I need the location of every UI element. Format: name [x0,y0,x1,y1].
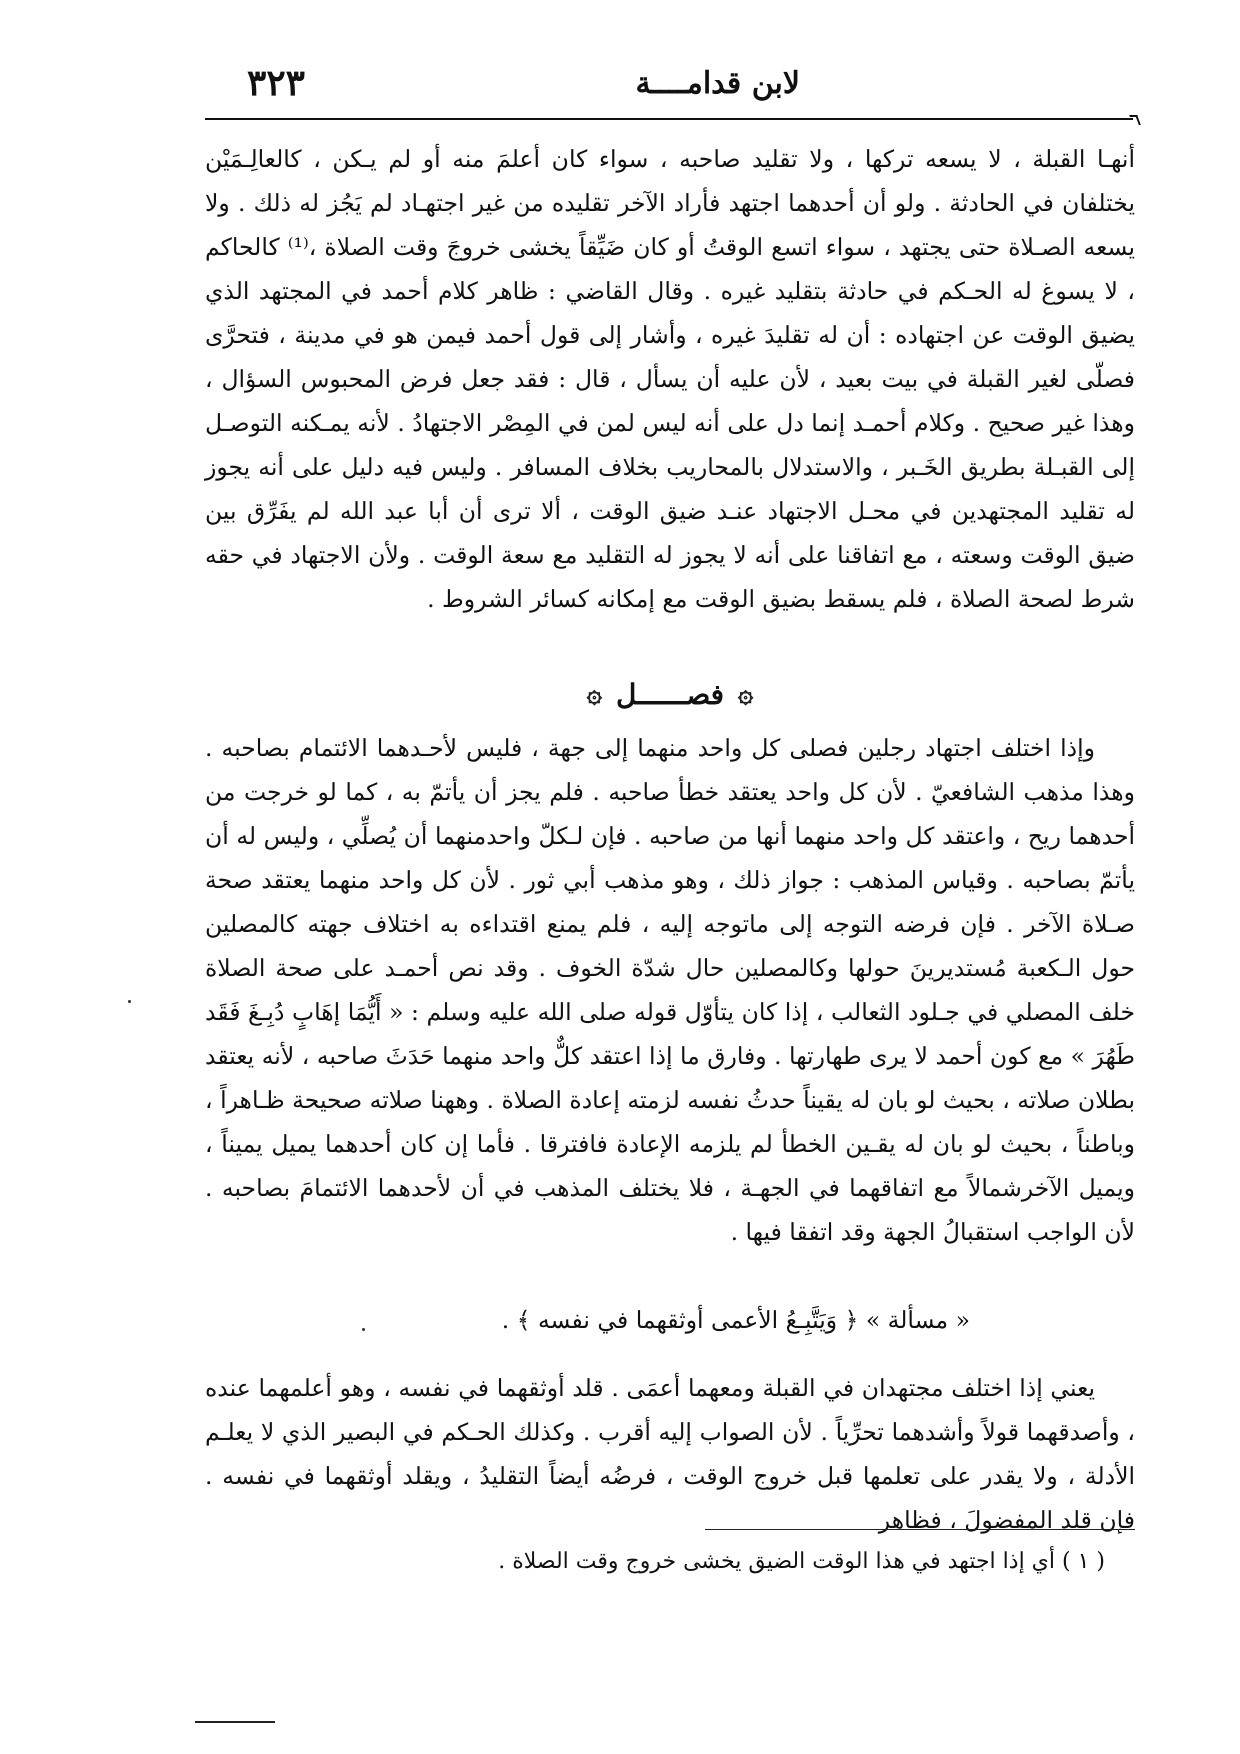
footnote: ( ١ ) أي إذا اجتهد في هذا الوقت الضيق يخشى خروج وقت الصلاة . [498,1549,1105,1574]
paragraph-block-3 [205,1366,1135,1542]
paragraph: يعني إذا اختلف مجتهدان في القبلة ومعهما أعمَى . قلد أوثقهما في نفسه ، وهو أعلمهما عنده ، وأصدقهما قولاً وأشدهما تحرِّياً . لأن الصواب إليه أقرب . وكذلك الحـكم في البصير الذي لا يعلـم الأدلة ، ولا يقدر على تعلمها قبل خروج الوقت ، فرضُه أيضاً التقليدُ ، ويقلد أوثقهما في نفسه . فإن قلد المفضولَ ، فظاهر [205,1374,1135,1534]
running-title: لابن قدامــــة [635,66,800,101]
issue-heading: « مسألة » ﴿ وَيَتَّبِـعُ الأعمى أوثقهما في نفسه ﴾ . [501,1306,970,1334]
ornament-icon: ۞ [586,679,602,709]
page-number: ٣٢٣ [247,62,306,104]
paragraph: وإذا اختلف اجتهاد رجلين فصلى كل واحد منهما إلى جهة ، فليس لأحـدهما الائتمام بصاحبه . وهذا مذهب الشافعيّ . لأن كل واحد يعتقد خطأ صاحبه . فلم يجز أن يأتمّ به ، كما لو خرجت من أحدهما ريح ، واعتقد كل واحد منهما أنها من صاحبه . فإن لـكلّ واحدمنهما أن يُصلِّي ، وليس له أن يأتمّ بصاحبه . وقياس المذهب : جواز ذلك ، وهو مذهب أبي ثور . لأن كل واحد منهما يعتقد صحة صـلاة الآخر . فإن فرضه التوجه إلى ماتوجه إليه ، فلم يمنع اقتداءه به اختلاف جهته كالمصلين حول الـكعبة مُستديرينَ حولها وكالمصلين حال شدّة الخوف . وقد نص أحمـد على صحة الصلاة خلف المصلي في جـلود الثعالب ، إذا كان يتأوّل قوله صلى الله عليه وسلم : « أَيُّمَا إهَابٍ دُبِـغَ فَقَد طَهُرَ » مع كون أحمد لا يرى طهارتها . وفارق ما إذا اعتقد كلٌّ واحد منهما حَدَثَ صاحبه ، لأنه يعتقد بطلان صلاته ، بحيث لو بان له يقيناً حدثُ نفسه لزمته إعادة الصلاة . وههنا صلاته صحيحة ظـاهراً ، وباطناً ، بحيث لو بان له يقـين الخطأ لم يلزمه الإعادة فافترقا . فأما إن كان أحدهما يميل يميناً ، ويميل الآخرشمالاً مع اتفاقهما في الجهـة ، فلا يختلف المذهب في أن لأحدهما الائتمامَ بصاحبه . لأن الواجب استقبالُ الجهة وقد اتفقا فيها . [205,734,1135,1246]
paragraph: أنهـا القبلة ، لا يسعه تركها ، ولا تقليد صاحبه ، سواء كان أعلمَ منه أو لم يـكن ، كالعالِـمَيْن يختلفان في الحادثة . ولو أن أحدهما اجتهد فأراد الآخر تقليده من غير اجتهـاد لم يَجُز له ذلك . ولا يسعه الصـلاة حتى يجتهد ، سواء اتسع الوقتُ أو كان ضَيِّقاً يخشى خروجَ وقت الصلاة ،⁽¹⁾ كالحاكم ، لا يسوغ له الحـكم في حادثة بتقليد غيره . وقال القاضي : ظاهر كلام أحمد في المجتهد الذي يضيق الوقت عن اجتهاده : أن له تقليدَ غيره ، وأشار إلى قول أحمد فيمن هو في مدينة ، فتحرَّى فصلّى لغير القبلة في بيت بعيد ، لأن عليه أن يسأل ، قال : فقد جعل فرض المحبوس السؤال ، وهذا غير صحيح . وكلام أحمـد إنما دل على أنه ليس لمن في المِصْر الاجتهادُ . لأنه يمـكنه التوصـل إلى القبـلة بطريق الخَـبر ، والاستدلال بالمحاريب بخلاف المسافر . وليس فيه دليل على أنه يجوز له تقليد المجتهدين في محـل الاجتهاد عنـد ضيق الوقت ، ألا ترى أن أبا عبد الله لم يفَرِّق بين ضيق الوقت وسعته ، مع اتفاقنا على أنه لا يجوز له التقليد مع سعة الوقت . ولأن الاجتهاد في حقه شرط لصحة الصلاة ، فلم يسقط بضيق الوقت مع إمكانه كسائر الشروط . [205,145,1135,613]
paragraph-block-1 [205,137,1135,621]
header-rule [205,118,1133,120]
print-speck [362,1328,365,1331]
section-heading [205,672,1135,716]
bottom-rule [195,1721,275,1723]
paragraph-block-2 [205,726,1135,1254]
page-header [205,62,1135,112]
footnote-separator [705,1529,1135,1530]
section-title: فصــــــل [615,677,725,711]
print-speck [128,1000,131,1003]
ornament-icon: ۞ [738,679,754,709]
